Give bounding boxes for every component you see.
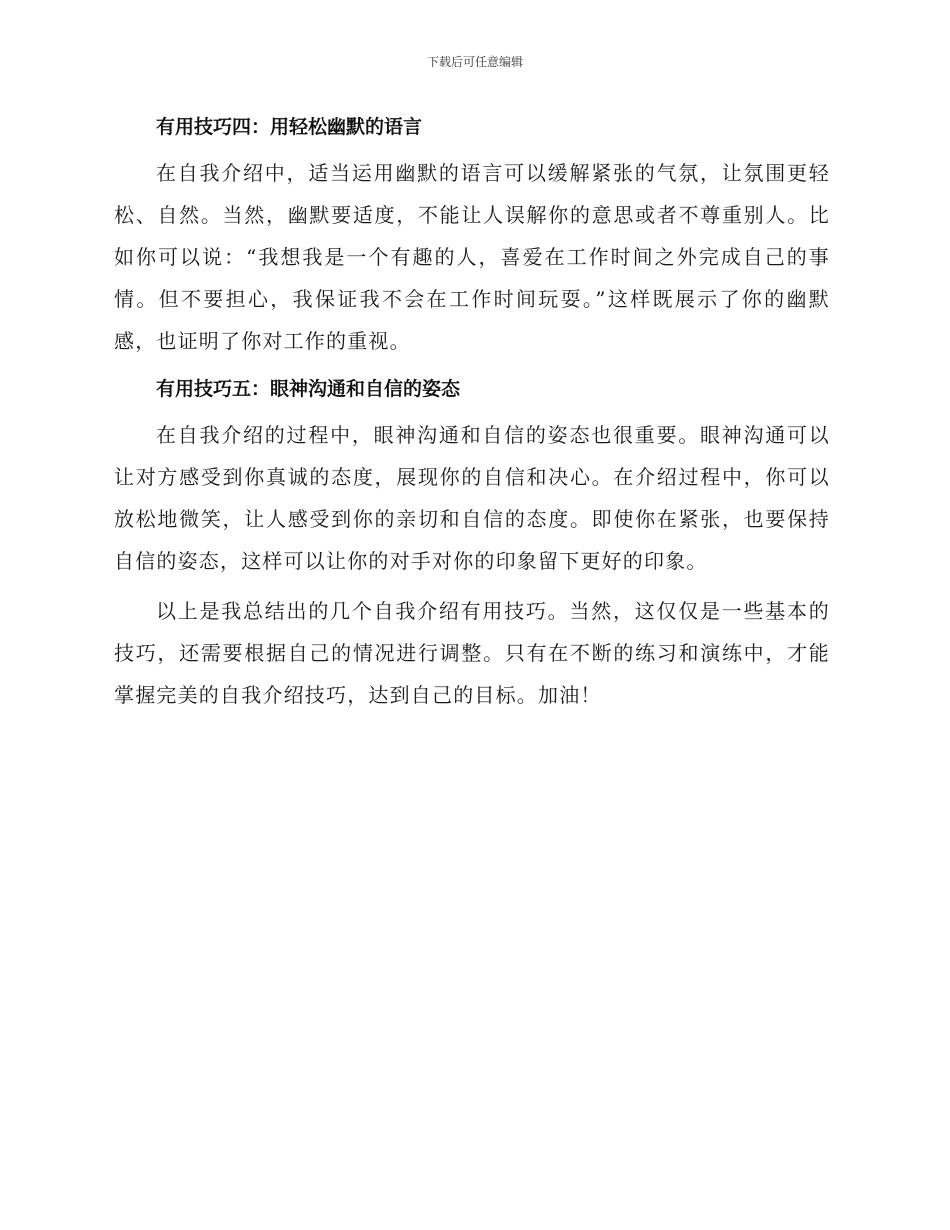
conclusion-paragraph: 以上是我总结出的几个自我介绍有用技巧。当然，这仅仅是一些基本的技巧，还需要根据自己的情况进行调整。只有在不断的练习和演练中，才能掌握完美的自我介绍技巧，达到自己的目标。加油！ [114,599,830,707]
section-paragraph-tip-4: 在自我介绍中，适当运用幽默的语言可以缓解紧张的气氛，让氛围更轻松、自然。当然，幽默要适度，不能让人误解你的意思或者不尊重别人。比如你可以说：“我想我是一个有趣的人，喜爱在工作时间之外完成自己的事情。但不要担心，我保证我不会在工作时间玩耍。”这样既展示了你的幽默感，也证明了你对工作的重视。 [114,161,830,353]
page-header: 下载后可任意编辑 [426,55,523,69]
section-heading-tip-5: 有用技巧五：眼神沟通和自信的姿态 [156,378,461,400]
section-heading-tip-4: 有用技巧四：用轻松幽默的语言 [156,116,423,138]
section-paragraph-tip-5: 在自我介绍的过程中，眼神沟通和自信的姿态也很重要。眼神沟通可以让对方感受到你真诚的态度，展现你的自信和决心。在介绍过程中，你可以放松地微笑，让人感受到你的亲切和自信的态度。即使你在紧张，也要保持自信的姿态，这样可以让你的对手对你的印象留下更好的印象。 [114,423,830,573]
document-body [114,108,830,716]
